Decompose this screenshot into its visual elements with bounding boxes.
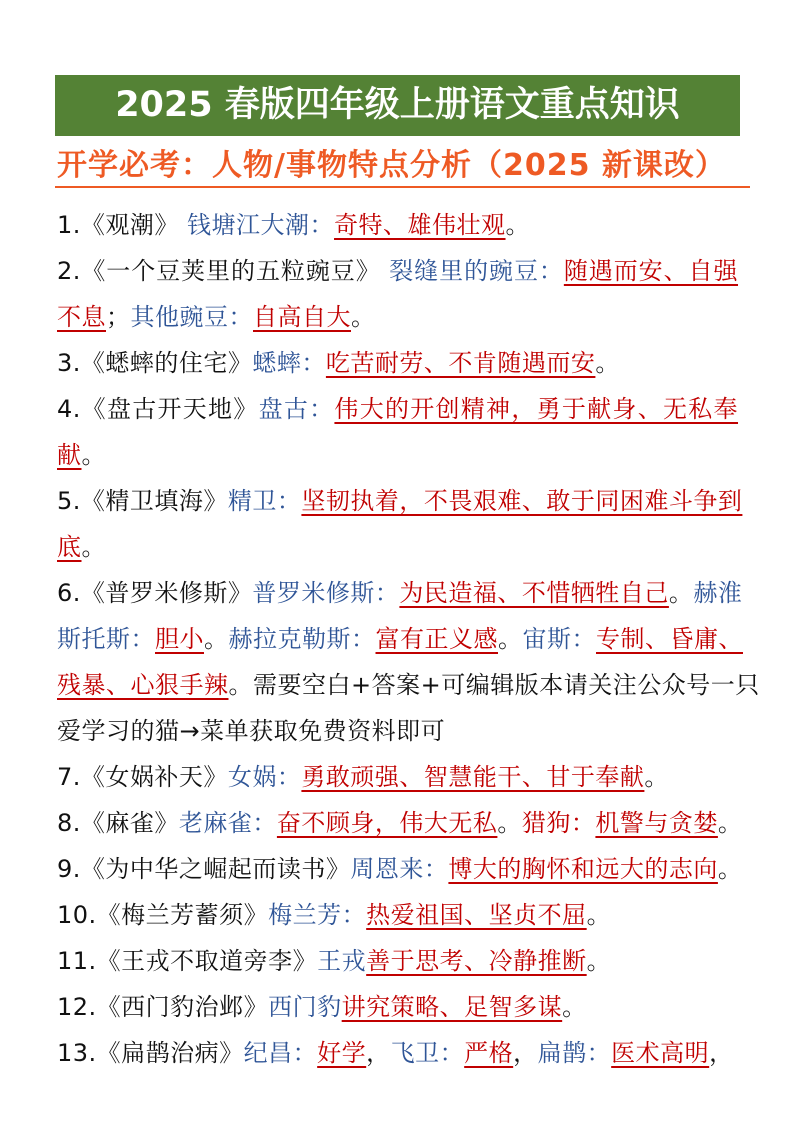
character-name: 女娲： bbox=[227, 763, 302, 791]
plain-text: 。 bbox=[498, 625, 523, 653]
trait-text: 医术高明 bbox=[611, 1039, 710, 1067]
character-name: 宙斯： bbox=[522, 625, 596, 653]
plain-text: 。 bbox=[81, 441, 106, 469]
character-name: 扁鹊： bbox=[537, 1039, 612, 1067]
trait-text: 坚韧执着，不畏艰难、敢于同困难斗争到 bbox=[301, 487, 743, 515]
plain-text: 。 bbox=[505, 211, 531, 239]
trait-text: 专制、昏庸、 bbox=[596, 625, 743, 653]
plain-text: 3.《蟋蟀的住宅》 bbox=[57, 349, 253, 377]
page-title: 2025 春版四年级上册语文重点知识 bbox=[115, 85, 680, 125]
plain-text: 。 bbox=[595, 349, 620, 377]
plain-text: 9.《为中华之崛起而读书》 bbox=[57, 855, 351, 883]
plain-text: 。 bbox=[586, 901, 612, 929]
text-line bbox=[57, 248, 738, 294]
trait-text: 好学 bbox=[317, 1039, 367, 1067]
list-item bbox=[57, 202, 738, 248]
plain-text: 8.《麻雀》 bbox=[57, 809, 179, 837]
trait-text: 自高自大 bbox=[253, 303, 351, 331]
plain-text: 4.《盘古开天地》 bbox=[57, 395, 259, 423]
text-line bbox=[57, 708, 738, 754]
trait-text: 奋不顾身，伟大无私 bbox=[276, 809, 498, 837]
character-name: 赫淮 bbox=[693, 579, 743, 607]
list-item bbox=[57, 800, 743, 846]
trait-text: 勇敢顽强、智慧能干、甘于奉献 bbox=[301, 763, 645, 791]
list-item bbox=[57, 892, 738, 938]
trait-text: 奇特、雄伟壮观 bbox=[334, 211, 506, 239]
plain-text: 。需要空白+答案+可编辑版本请关注公众号一只 bbox=[228, 671, 760, 699]
list-item bbox=[57, 340, 738, 386]
text-line bbox=[57, 570, 743, 616]
list-item bbox=[57, 570, 760, 754]
trait-text: 胆小 bbox=[155, 625, 204, 653]
trait-text: 机警与贪婪 bbox=[595, 809, 718, 837]
list-item bbox=[57, 248, 738, 340]
character-name: 其他豌豆： bbox=[130, 303, 253, 331]
trait-text: 随遇而安、自强 bbox=[563, 257, 739, 285]
plain-text: 5.《精卫填海》 bbox=[57, 487, 228, 515]
trait-text: 为民造福、不惜牺牲自己 bbox=[399, 579, 669, 607]
character-name: 飞卫： bbox=[390, 1039, 465, 1067]
text-line bbox=[57, 1030, 738, 1076]
plain-text: 。 bbox=[717, 855, 743, 883]
section-subtitle: 开学必考：人物/事物特点分析（2025 新课改） bbox=[57, 148, 726, 183]
trait-text: 伟大的开创精神，勇于献身、无私奉 bbox=[334, 395, 739, 423]
character-trait-list bbox=[57, 202, 760, 1076]
character-name: 普罗米修斯： bbox=[252, 579, 400, 607]
trait-text: 献 bbox=[57, 441, 82, 469]
list-item bbox=[57, 754, 738, 800]
plain-text: 。 bbox=[717, 809, 743, 837]
character-name: 梅兰芳： bbox=[268, 901, 367, 929]
character-name: 纪昌： bbox=[243, 1039, 318, 1067]
plain-text: 13.《扁鹊治病》 bbox=[57, 1039, 244, 1067]
plain-text: 。 bbox=[644, 763, 669, 791]
character-name: 猎狗： bbox=[521, 809, 596, 837]
text-line bbox=[57, 386, 738, 432]
plain-text: 。 bbox=[668, 579, 694, 607]
text-line bbox=[57, 294, 738, 340]
trait-text: 博大的胸怀和远大的志向 bbox=[448, 855, 718, 883]
character-name: 老麻雀： bbox=[178, 809, 277, 837]
trait-text: 底 bbox=[57, 533, 82, 561]
text-line bbox=[57, 524, 738, 570]
plain-text: 12.《西门豹治邺》 bbox=[57, 993, 269, 1021]
subtitle-underline bbox=[55, 186, 750, 188]
plain-text: 。 bbox=[351, 303, 376, 331]
trait-text: 讲究策略、足智多谋 bbox=[341, 993, 563, 1021]
list-item bbox=[57, 386, 738, 478]
text-line bbox=[57, 892, 738, 938]
plain-text: 10.《梅兰芳蓄须》 bbox=[57, 901, 269, 929]
text-line bbox=[57, 616, 743, 662]
list-item bbox=[57, 938, 738, 984]
text-line bbox=[57, 938, 738, 984]
list-item bbox=[57, 984, 738, 1030]
plain-text: 11.《王戎不取道旁李》 bbox=[57, 947, 318, 975]
character-name: 蟋蟀： bbox=[252, 349, 326, 377]
text-line bbox=[57, 984, 738, 1030]
plain-text: 7.《女娲补天》 bbox=[57, 763, 228, 791]
plain-text: 。 bbox=[81, 533, 106, 561]
character-name: 斯托斯： bbox=[57, 625, 155, 653]
plain-text: 1.《观潮》 bbox=[57, 211, 188, 239]
text-line bbox=[57, 202, 738, 248]
text-line bbox=[57, 662, 760, 708]
text-line bbox=[57, 800, 743, 846]
plain-text: 。 bbox=[562, 993, 587, 1021]
character-name: 精卫： bbox=[227, 487, 302, 515]
title-banner bbox=[55, 75, 740, 136]
trait-text: 吃苦耐劳、不肯随遇而安 bbox=[325, 349, 596, 377]
plain-text: ， bbox=[366, 1039, 391, 1067]
text-line bbox=[57, 478, 743, 524]
text-line bbox=[57, 846, 743, 892]
list-item bbox=[57, 846, 743, 892]
plain-text: 2.《一个豆荚里的五粒豌豆》 bbox=[57, 257, 390, 285]
text-line bbox=[57, 754, 738, 800]
text-line bbox=[57, 340, 738, 386]
plain-text: 爱学习的猫→菜单获取免费资料即可 bbox=[57, 717, 446, 745]
trait-text: 善于思考、冷静推断 bbox=[366, 947, 587, 975]
trait-text: 富有正义感 bbox=[375, 625, 498, 653]
plain-text: 6.《普罗米修斯》 bbox=[57, 579, 253, 607]
plain-text: ， bbox=[709, 1039, 734, 1067]
character-name: 赫拉克勒斯： bbox=[228, 625, 376, 653]
trait-text: 严格 bbox=[464, 1039, 514, 1067]
list-item bbox=[57, 1030, 738, 1076]
list-item bbox=[57, 478, 743, 570]
trait-text: 热爱祖国、坚贞不屈 bbox=[366, 901, 587, 929]
trait-text: 残暴、心狠手辣 bbox=[57, 671, 229, 699]
plain-text: 。 bbox=[497, 809, 522, 837]
character-name: 裂缝里的豌豆： bbox=[389, 257, 564, 285]
plain-text: ； bbox=[106, 303, 131, 331]
plain-text: 。 bbox=[204, 625, 229, 653]
character-name: 西门豹 bbox=[268, 993, 342, 1021]
character-name: 盘古： bbox=[258, 395, 335, 423]
trait-text: 不息 bbox=[57, 303, 106, 331]
plain-text: 。 bbox=[586, 947, 612, 975]
plain-text: ， bbox=[513, 1039, 538, 1067]
character-name: 钱塘江大潮： bbox=[187, 211, 335, 239]
character-name: 周恩来： bbox=[350, 855, 449, 883]
character-name: 王戎 bbox=[317, 947, 367, 975]
text-line bbox=[57, 432, 738, 478]
